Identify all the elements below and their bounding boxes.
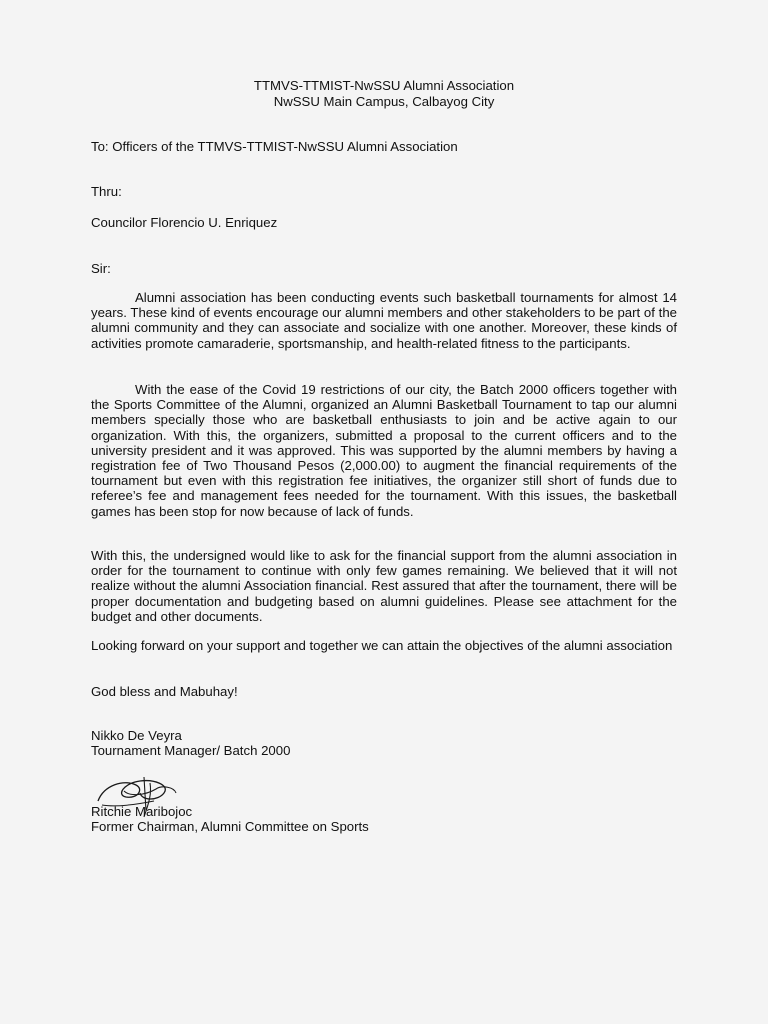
signatory-1-name: Nikko De Veyra (91, 728, 182, 743)
association-address: NwSSU Main Campus, Calbayog City (273, 93, 495, 109)
letter-header (0, 78, 768, 109)
body-paragraph-1: Alumni association has been conducting events such basketball tournaments for almost 14 years. These kind of events encourage our alumni members and other stakeholders to be part of the alumni community and they can associate and socialize with one another. Moreover, these kinds of activities promote camaraderie, sportsmanship, and health-related fitness to the participants. (91, 290, 677, 351)
councilor-name: Councilor Florencio U. Enriquez (91, 215, 278, 230)
body-paragraph-3: With this, the undersigned would like to ask for the financial support from the alumni association in order for the tournament to continue with only few games remaining. We believed that it will not realize without the alumni Association financial. Rest assured that after the tournament, there will be proper documentation and budgeting based on alumni guidelines. Please see attachment for the budget and other documents. (91, 548, 677, 624)
body-paragraph-4: Looking forward on your support and together we can attain the objectives of the alumni association (91, 638, 673, 653)
signatory-2-title: Former Chairman, Alumni Committee on Sports (91, 819, 369, 834)
recipient-line: To: Officers of the TTMVS-TTMIST-NwSSU Alumni Association (91, 139, 458, 154)
thru-line: Thru: (91, 184, 122, 199)
signatory-2-name: Ritchie Maribojoc (91, 804, 193, 819)
salutation: Sir: (91, 261, 111, 276)
signatory-1-title: Tournament Manager/ Batch 2000 (91, 743, 291, 758)
body-paragraph-2: With the ease of the Covid 19 restrictions of our city, the Batch 2000 officers together with the Sports Committee of the Alumni, organized an Alumni Basketball Tournament to tap our alumni members specially those who are basketball enthusiasts to join and be active again to our organization. With this, the organizers, submitted a proposal to the current officers and to the university president and it was approved. This was supported by the alumni members by having a registration fee of Two Thousand Pesos (2,000.00) to augment the financial requirements of the tournament but even with this registration fee initiatives, the organizer still short of funds due to referee’s fee and management fees needed for the tournament. With this issues, the basketball games has been stop for now because of lack of funds. (91, 382, 677, 519)
closing-line: God bless and Mabuhay! (91, 684, 238, 699)
association-name: TTMVS-TTMIST-NwSSU Alumni Association (253, 78, 515, 93)
